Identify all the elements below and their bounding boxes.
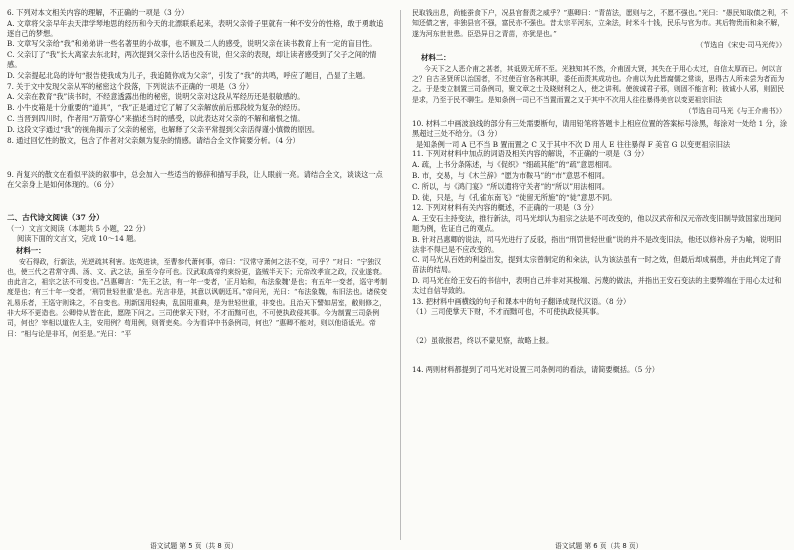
q9-answer-space [7,191,388,209]
q12-option-d: D. 司马光在给王安石的书信中，表明自己并非对其极端、污蔑的做法，并指出王安石变法的主要弊端在于用心太过和太过自信导致的。 [412,276,782,295]
q7-option-b: B. 小牛皮箱是十分重要的“道具”，“我”正是通过它了解了父亲解放前后那段较为复杂的经历。 [7,103,305,113]
q6-option-d: D. 父亲提起北岛的诗句“报告使我成为儿子，我追随你成为父亲”，引发了“我”的共鸣，呼应了题目，凸显了主题。 [7,70,370,80]
q7-option-a: A. 父亲在教育“我”读书时，不经意透露出他的秘密，说明父亲对这段从军经历还是很敏感的。 [7,92,305,102]
q11-stem: 11. 下列对材料中加点的词语及相关内容的解说，不正确的一项是（3 分） [412,149,649,159]
q6-option-b: B. 文章写父亲给“我”和弟弟讲一些名著里的小故事，也不顾及二人的感受，说明父亲在读书教育上有一定的盲目性。 [7,39,377,49]
q7-stem: 7. 关于文中发现父亲从军的秘密这个段落，下列说法不正确的一项是（3 分） [7,81,254,91]
q7-option-d: D. 这段文字通过“我”的视角揭示了父亲的秘密，也解释了父亲平常提到父亲活得谨小慎微的原因。 [7,124,320,134]
section-2-heading: 二、古代诗文阅读（37 分） [7,212,104,222]
material-2-title: 材料二： [421,52,451,62]
q12-option-c: C. 司马光从百姓的利益出发，提到太宗曾制定的和籴法，认为该法虽有一时之效，但最后却成祸患，并由此判定了青苗法的结局。 [412,255,782,275]
q12-stem: 12. 下列对材料有关内容的概述，不正确的一项是（3 分） [412,203,598,213]
material-2-text: 今天下之人恶介甫之甚者，其诋毁无所不至。光独知其不然，介甫固大贤，其失在于用心太过，自信太厚而已。何以言之？自古圣贤所以治国者，不过使百官各称其职，委任而责其成功也。介甫以为此皆腐儒之常谈，思得古人所未尝为者而为之。于是变立制置三司条例司，聚文章之士及晓财利之人，使之讲利。使彼诚君子邪，则固不能言利；彼诚小人邪，则固民是求，乃至于民不聊生。是知条例一司已不当置而置之又于其中不次用人往往暴得美官以变更祖宗旧法 [412,64,785,104]
q12-option-a: A. 王安石主持变法，推行新法，司马光却认为祖宗之法是不可改变的，他以汉武帝和汉元帝改变旧制导致国家出现问题为例，佐证自己的观点。 [412,214,782,234]
q8-stem: 8. 通过回忆性的散文，包含了作者对父亲颇为复杂的情感。请结合全文作简要分析。（4 分） [7,135,300,145]
q13-sentence-1: （1）三司使掌天下财，不才而黜可也，不可使执政侵其事。 [412,307,604,317]
q11-option-d: D. 徒，只是，与《孔雀东南飞》“徒留无所施”的“徒”意思不同。 [412,192,617,202]
left-page [7,8,388,544]
q11-option-b: B. 市，交易，与《木兰辞》“愿为市鞍马”的“市”意思不相同。 [412,171,610,181]
right-page [412,8,788,544]
material-1-title: 材料一： [16,245,46,255]
q11-option-c: C. 所以，与《鸿门宴》“所以遣将守关者”的“所以”用法相同。 [412,181,610,191]
q13-2-answer-space [412,347,788,365]
q10-sentence: 是知条例一司 A 已不当 B 置而置之 C 又于其中不次 D 用人 E 往往暴得 F 美官 G 以变更祖宗旧法 [416,139,731,149]
q8-answer-space [7,146,388,170]
section-2-1-instruction: 阅读下面的文言文，完成 10～14 题。 [17,233,141,243]
page-divider [400,10,401,540]
q14-stem: 14. 两则材料都提到了司马光对设置三司条例司的看法，请简要概括。（5 分） [412,365,659,375]
material-1-text: 安石得政，行新法，光逆疏其利害。迩英进读，至曹参代萧何事，帝曰：“汉常守萧何之法不变，可乎？”对曰：“宁独汉也，使三代之君常守禹、汤、文、武之法，虽至今存可也。汉武取高帝约束纷更，盗贼半天下；元帝改孝宣之政，汉业遂衰。由此言之，祖宗之法不可变也。”吕惠卿言：“先王之法，有一年一变者，‘正月始和，布法象魏’是也；有五年一变者，巡守考制度是也；有三十年一变者，‘刑罚世轻世重’是也。光言非是，其意以讽朝廷耳。”帝问光，光曰：“布法象魏，布旧法也。诸侯变礼易乐者，王巡守则诛之，不自变也。刑新国用轻典，乱国用重典，是为世轻世重，非变也。且治天下譬如居室，敝则修之，非大坏不更造也。公卿侍从皆在此，愿陛下问之。三司使掌天下财，不才而黜可也，不可使执政侵其事。今为制置三司条例司，何也？宰相以道佐人主，安用例？苟用例，则胥吏矣。今为看详中书条例司，何也？”惠卿不能对，则以他语诋光。帝曰：“相与论是非耳，何至是。”光曰：“平 [7,257,388,338]
material-1-source: （节选自《宋史·司马光传》） [696,40,786,49]
material-1-continuation: 民取钱出息，尚能蚕食下户，况县官督责之威乎？”惠卿曰：“青苗法，愿则与之，不愿不强也。”光曰：“愚民知取债之利，不知还债之害，非独县官不强，富民亦不强也。昔太宗平河东，立籴法，时米斗十钱，民乐与官为市。其后物贵而和籴不解，遂为河东世世患。臣恐异日之青苗，亦犹是也。” [412,9,788,38]
q13-stem: 13. 把材料中画横线的句子和课本中的句子翻译成现代汉语。（8 分） [412,296,631,306]
q6-stem: 6. 下列对本文相关内容的理解，不正确的一项是（3 分） [7,8,189,17]
material-2-source: （节选自司马光《与王介甫书》） [684,107,786,116]
q11-option-a: A. 疏，上书分条陈述，与《促织》“细疏其能”的“疏”意思相同。 [412,160,617,170]
q12-option-b: B. 针对吕惠卿的说法，司马光进行了反驳，指出“刑罚世轻世重”说的并不是改变旧法，他还以修补房子为喻，说明旧法非不得已是不应改变的。 [412,234,782,254]
right-page-footer: 语文试题 第 6 页（共 8 页） [555,542,643,550]
q7-option-c: C. 当晋到四川时，作者用“万箭穿心”来描述当时的感受，以此表达对父亲的不解和痛恨之情。 [7,113,305,123]
q13-sentence-2: （2）虽欲报君，终以不蒙见察，故略上报。 [412,336,554,346]
q6-option-a: A. 文章将父亲早年去天津学琴地思的经历和今天的北漂联系起来，表明父亲骨子里就有一种不安分的性格，敢于勇敢追逐自己的梦想。 [7,18,384,38]
q6-option-c: C. 父亲订了“我”长大离家去东北时，两次提到父亲什么话也没有说，但父亲的表现，却让读者感受到了父子之间的情感。 [7,50,377,69]
q13-1-answer-space [412,318,788,336]
q9-stem: 9. 肖复兴的散文在看似平淡的叙事中，总会加入一些适当的修辞和描写手段，让人眼前一亮。请结合全文，谈谈这一点在父亲身上是如何体现的。（6 分） [7,170,383,190]
q10-stem: 10. 材料二中画波浪线的部分有三处需要断句，请用铅笔将答题卡上相应位置的答案标号涂黑，每涂对一处给 1 分，涂黑超过三处不给分。（3 分） [412,119,788,138]
left-page-footer: 语文试题 第 5 页（共 8 页） [150,542,238,550]
section-2-1-heading: （一）文言文阅读（本题共 5 小题，22 分） [7,223,150,233]
